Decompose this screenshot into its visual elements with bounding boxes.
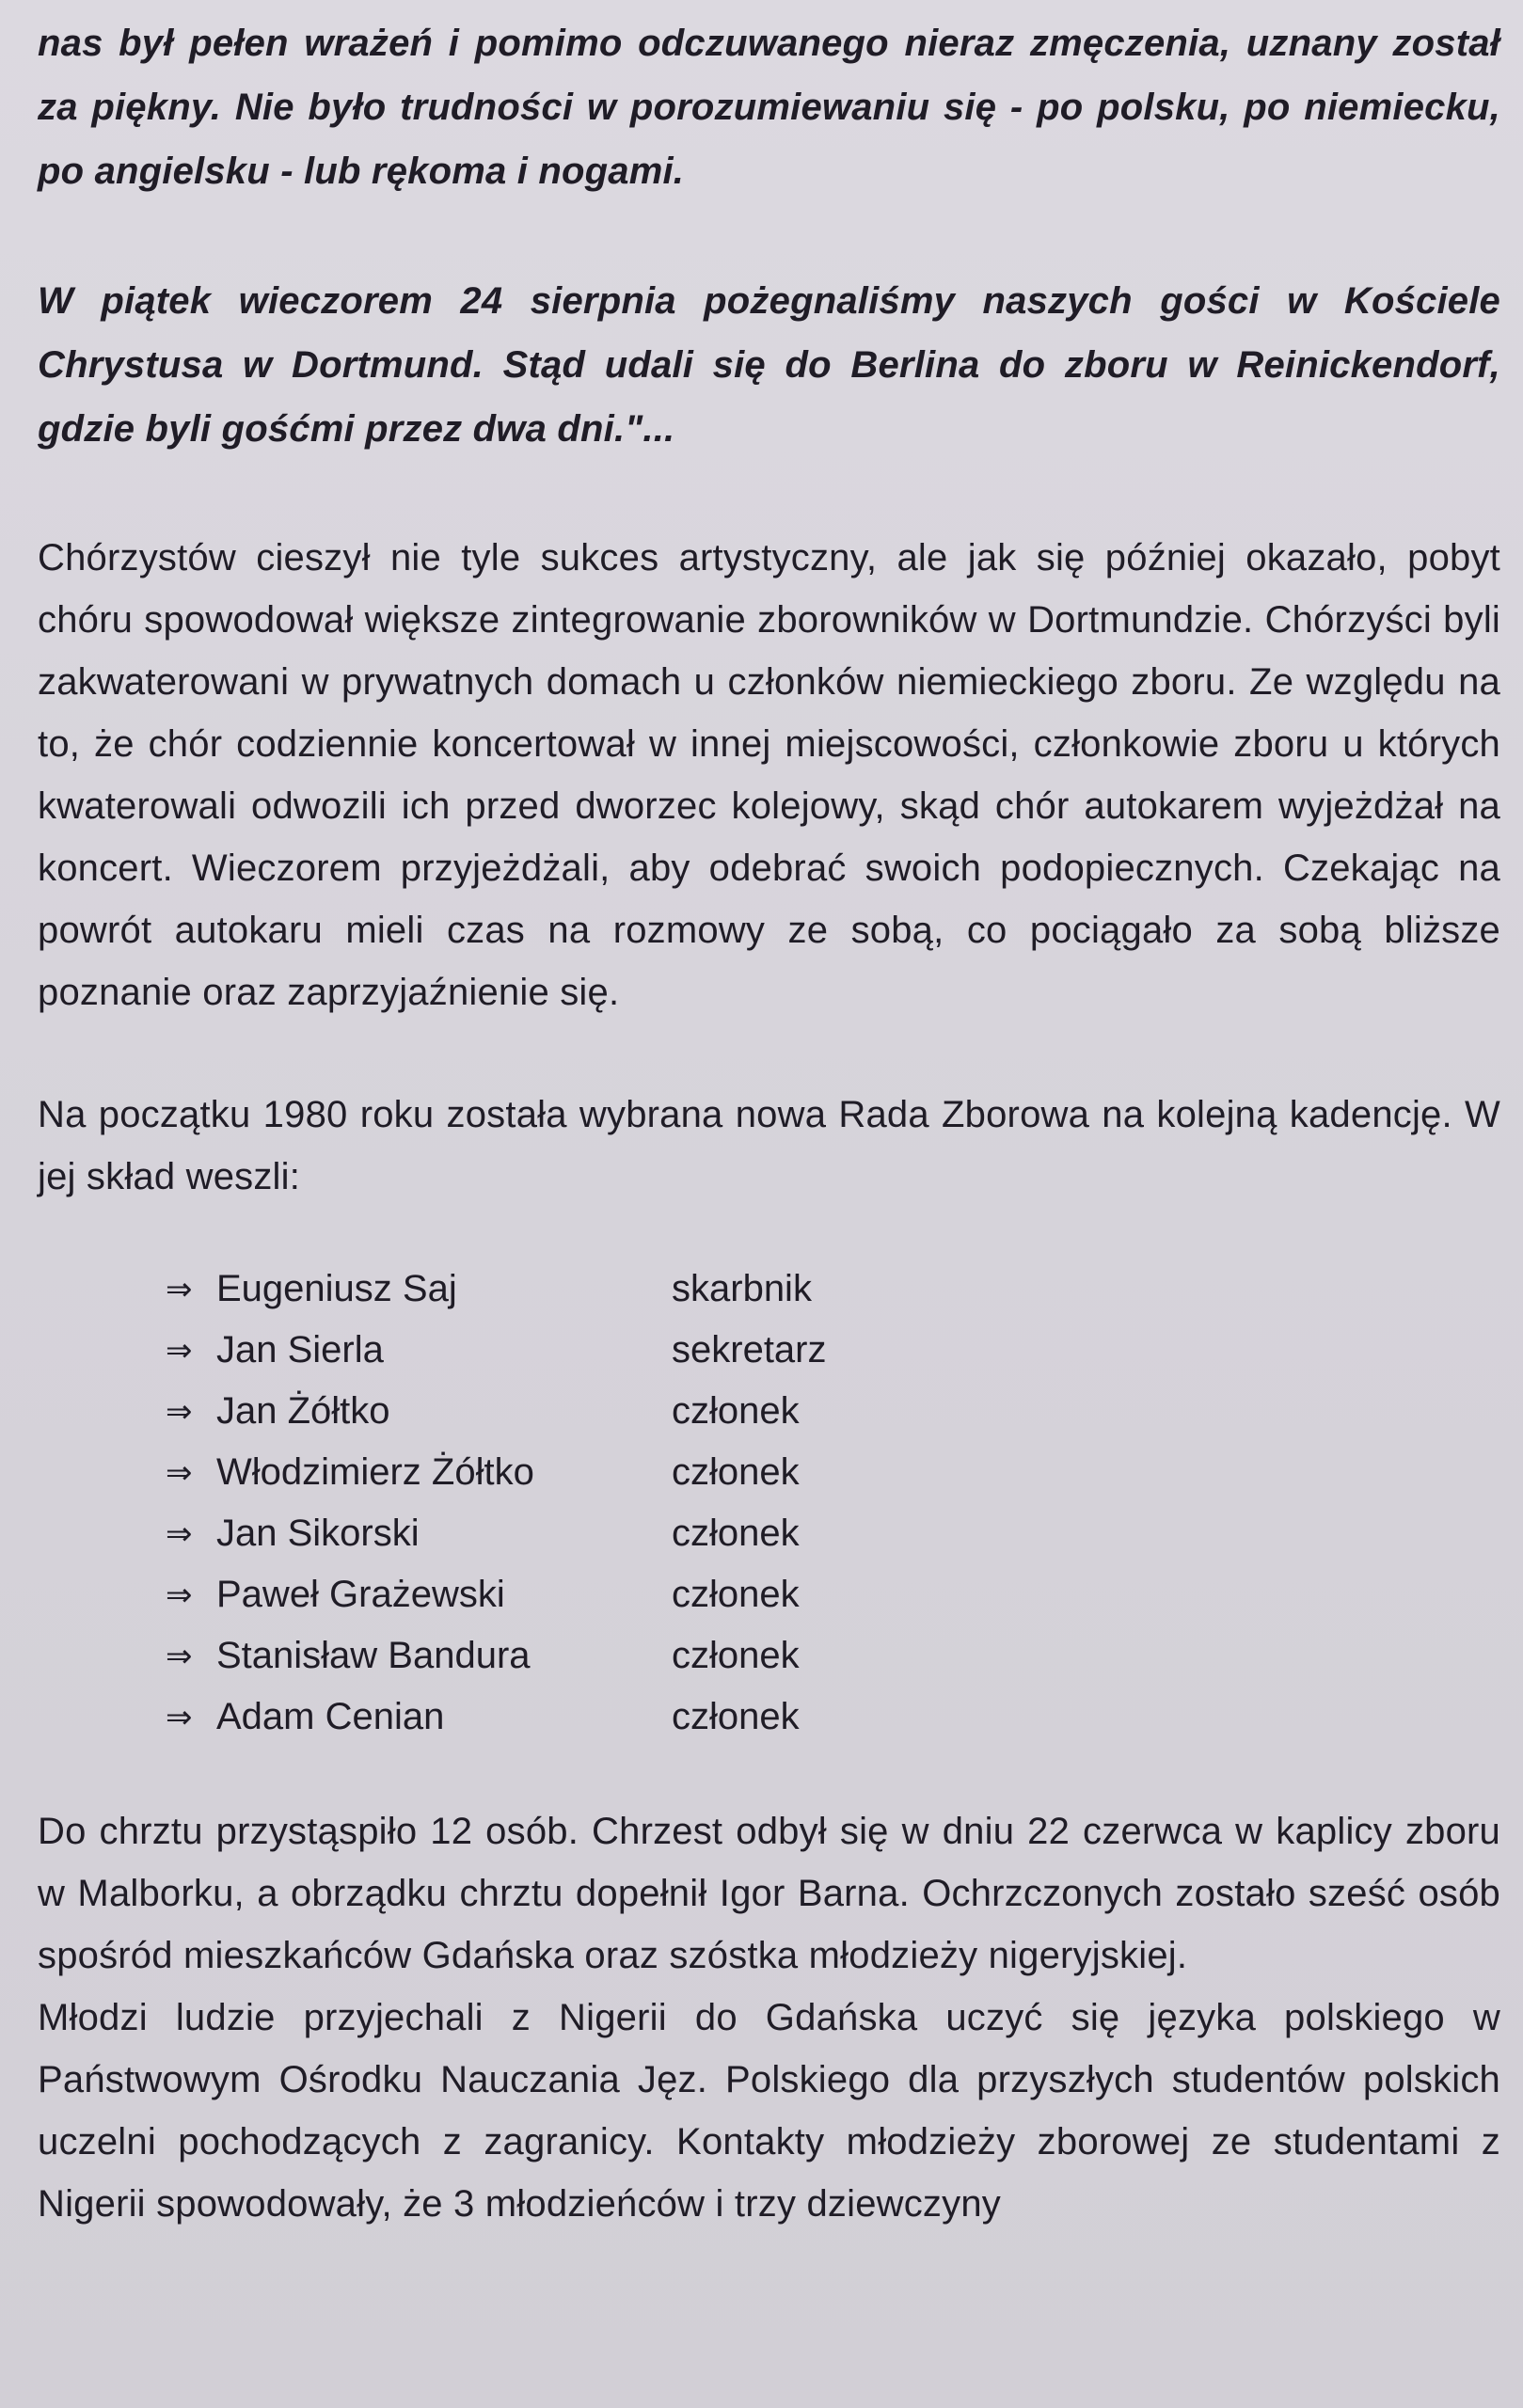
arrow-icon: ⇒ <box>166 1514 193 1553</box>
list-item <box>166 1442 1500 1503</box>
arrow-icon: ⇒ <box>166 1698 193 1736</box>
list-item <box>166 1503 1500 1564</box>
member-name: Eugeniusz Saj <box>216 1268 457 1309</box>
member-name: Włodzimierz Żółtko <box>216 1451 534 1493</box>
member-role: członek <box>672 1513 800 1554</box>
list-item <box>166 1320 1500 1381</box>
council-members-list <box>166 1259 1500 1748</box>
member-name: Adam Cenian <box>216 1696 445 1737</box>
member-role: członek <box>672 1696 800 1737</box>
paragraph-baptism: Do chrztu przystąspiło 12 osób. Chrzest odbył się w dniu 22 czerwca w kaplicy zboru w Malborku, a obrządku chrztu dopełnił Igor Barna. Ochrzczonych zostało sześć osób spośród mieszkańców Gdańska oraz szóstka młodzieży nigeryjskiej. <box>38 1811 1500 1976</box>
paragraph-trip-summary: nas był pełen wrażeń i pomimo odczuwanego nieraz zmęczenia, uznany został za piękny. Nie było trudności w porozumiewaniu się - po polsku, po niemiecku, po angielsku - lub rękoma i nogami. <box>38 23 1500 192</box>
arrow-icon: ⇒ <box>166 1637 193 1675</box>
list-item <box>166 1259 1500 1320</box>
member-role: członek <box>672 1635 800 1676</box>
paragraph-choir-integration: Chórzystów cieszył nie tyle sukces artystyczny, ale jak się później okazało, pobyt chóru spowodował większe zintegrowanie zborowników w Dortmundzie. Chórzyści byli zakwaterowani w prywatnych domach u członków niemieckiego zboru. Ze względu na to, że chór codziennie koncertował w innej miejscowości, członkowie zboru u których kwaterowali odwozili ich przed dworzec kolejowy, skąd chór autokarem wyjeżdżał na koncert. Wieczorem przyjeżdżali, aby odebrać swoich podopiecznych. Czekając na powrót autokaru mieli czas na rozmowy ze sobą, co pociągało za sobą bliższe poznanie oraz zaprzyjaźnienie się. <box>38 537 1500 1013</box>
member-role: członek <box>672 1574 800 1615</box>
member-name: Jan Sierla <box>216 1329 384 1370</box>
member-name: Stanisław Bandura <box>216 1635 531 1676</box>
arrow-icon: ⇒ <box>166 1392 193 1431</box>
list-item <box>166 1625 1500 1687</box>
member-role: sekretarz <box>672 1329 827 1370</box>
paragraph-farewell: W piątek wieczorem 24 sierpnia pożegnaliśmy naszych gości w Kościele Chrystusa w Dortmund. Stąd udali się do Berlina do zboru w Reinickendorf, gdzie byli gośćmi przez dwa dni."... <box>38 280 1500 450</box>
member-name: Paweł Grażewski <box>216 1574 505 1615</box>
member-name: Jan Sikorski <box>216 1513 420 1554</box>
arrow-icon: ⇒ <box>166 1331 193 1370</box>
paragraph-council-election: Na początku 1980 roku została wybrana nowa Rada Zborowa na kolejną kadencję. W jej skład weszli: <box>38 1094 1500 1197</box>
member-role: skarbnik <box>672 1268 812 1309</box>
list-item <box>166 1687 1500 1748</box>
paragraph-nigerian-students: Młodzi ludzie przyjechali z Nigerii do Gdańska uczyć się języka polskiego w Państwowym Ośrodku Nauczania Jęz. Polskiego dla przyszłych studentów polskich uczelni pochodzących z zagranicy. Kontakty młodzieży zborowej ze studentami z Nigerii spowodowały, że 3 młodzieńców i trzy dziewczyny <box>38 1997 1500 2225</box>
arrow-icon: ⇒ <box>166 1576 193 1614</box>
arrow-icon: ⇒ <box>166 1270 193 1308</box>
member-name: Jan Żółtko <box>216 1390 390 1432</box>
arrow-icon: ⇒ <box>166 1453 193 1492</box>
list-item <box>166 1381 1500 1442</box>
member-role: członek <box>672 1451 800 1493</box>
list-item <box>166 1564 1500 1625</box>
member-role: członek <box>672 1390 800 1432</box>
